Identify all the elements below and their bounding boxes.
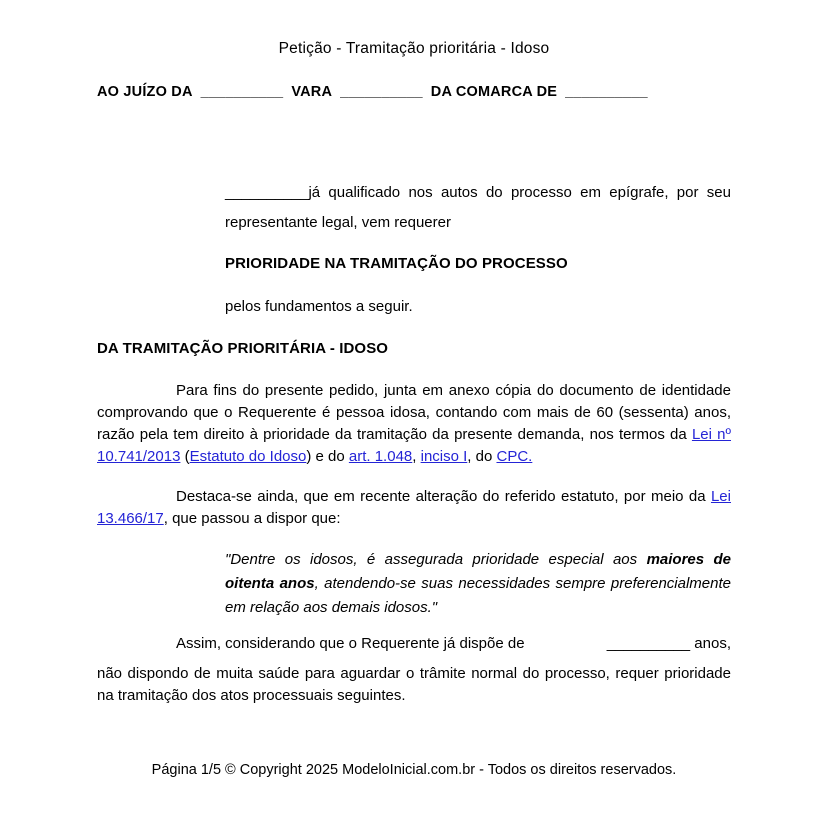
conclusion-lead-text: Assim, considerando que o Requerente já dispõe de (176, 635, 525, 652)
link-art-1048[interactable]: art. 1.048 (348, 448, 413, 465)
conclusion-anos-text: anos, (694, 635, 731, 652)
law-text-run-3: ) e do (306, 448, 349, 465)
law-text-run-5: , do (467, 448, 497, 465)
amendment-paragraph (97, 486, 731, 530)
document-title: Petição - Tramitação prioritária - Idoso (278, 40, 550, 57)
amendment-text-run-1: Destaca-se ainda, que em recente alteração do referido estatuto, por meio da (176, 488, 711, 505)
link-cpc[interactable]: CPC. (496, 448, 533, 465)
vara-blank: __________ (340, 84, 423, 100)
link-inciso-i[interactable]: inciso I (420, 448, 468, 465)
conclusion-tail (607, 633, 731, 655)
addressing-text-vara: VARA (291, 84, 333, 100)
fundamentos-line: pelos fundamentos a seguir. (225, 298, 413, 315)
document-content (97, 84, 731, 707)
request-heading: PRIORIDADE NA TRAMITAÇÃO DO PROCESSO (225, 255, 568, 272)
link-lei-13466-17[interactable]: Lei 13.466/17 (97, 488, 731, 527)
page-footer: Página 1/5 © Copyright 2025 ModeloInicial.com.br - Todos os direitos reservados. (151, 762, 677, 778)
comarca-blank: __________ (565, 84, 648, 100)
law-text-run-2: ( (180, 448, 190, 465)
law-text-run-1: Para fins do presente pedido, junta em anexo cópia do documento de identidade comprovando que o Requerente é pessoa idosa, contando com mais de 60 (sessenta) anos, razão pela tem direito à prioridade da tramitação da presente demanda, nos termos da (97, 382, 731, 443)
addressing-line (97, 84, 731, 100)
court-number-blank: __________ (200, 84, 284, 100)
party-name-blank: __________ (225, 184, 309, 201)
quote-text-run-1: "Dentre os idosos, é assegurada prioridade especial aos (225, 551, 647, 568)
section-heading: DA TRAMITAÇÃO PRIORITÁRIA - IDOSO (97, 340, 389, 357)
age-blank: __________ (606, 635, 691, 652)
qualification-text: já qualificado nos autos do processo em epígrafe, por seu representante legal, vem requerer (225, 184, 731, 231)
statute-quote (225, 548, 731, 620)
conclusion-paragraph: não dispondo de muita saúde para aguardar o trâmite normal do processo, requer prioridade na tramitação dos atos processuais seguintes. (97, 665, 731, 704)
link-estatuto-do-idoso[interactable]: Estatuto do Idoso (189, 448, 307, 465)
conclusion-first-line (97, 633, 731, 655)
law-paragraph (97, 380, 731, 468)
addressing-text-court: AO JUÍZO DA (97, 84, 193, 100)
addressing-text-comarca: DA COMARCA DE (430, 84, 558, 100)
law-text-run-4: , (412, 448, 421, 465)
amendment-text-run-2: , que passou a dispor que: (163, 510, 341, 527)
link-lei-10741-2013[interactable]: Lei nº 10.741/2013 (97, 426, 731, 465)
quote-bold-emphasis: maiores de oitenta anos (225, 551, 731, 592)
quote-text-run-2: , atendendo-se suas necessidades sempre preferencialmente em relação aos demais idosos." (225, 575, 731, 616)
qualification-paragraph (225, 178, 731, 238)
